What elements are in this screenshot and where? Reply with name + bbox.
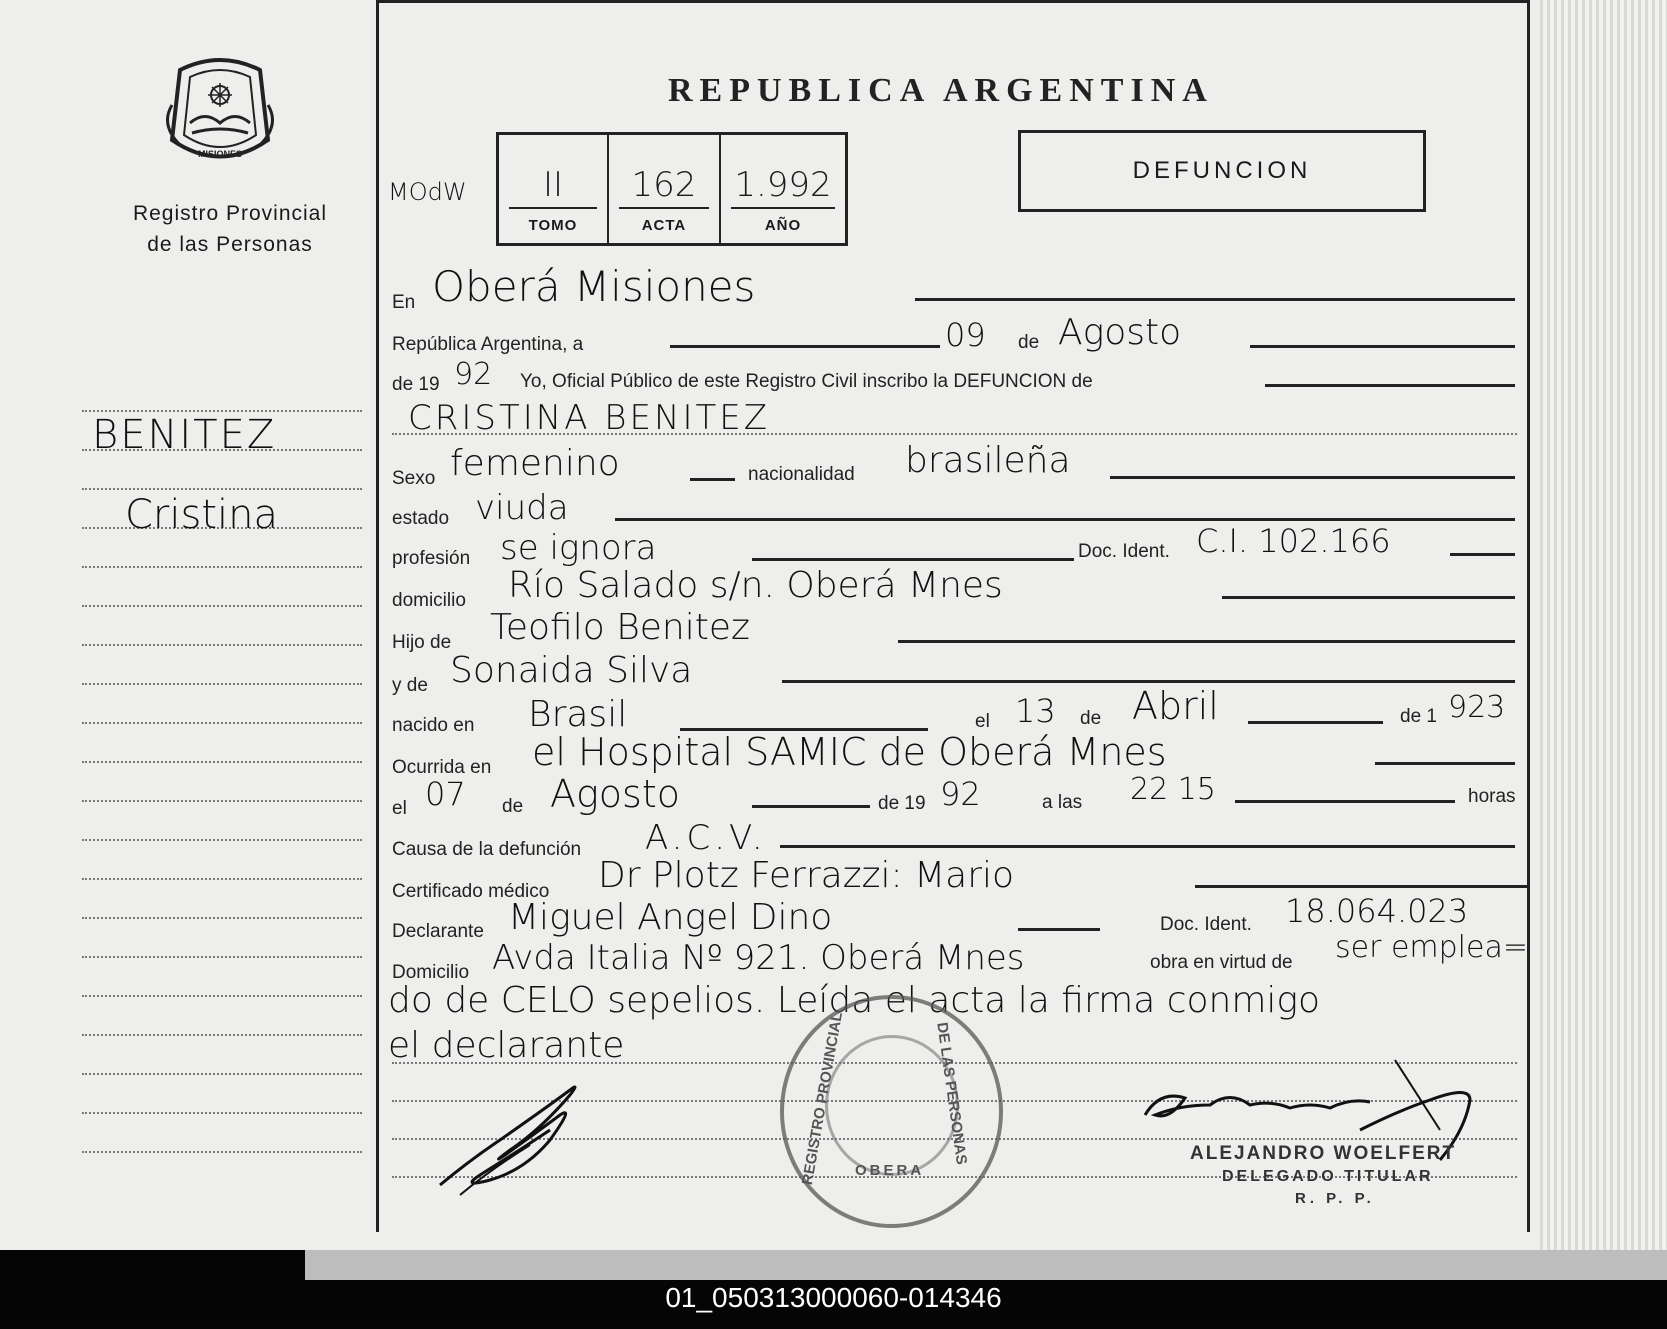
scan-footer-strip (305, 1250, 1667, 1280)
domicilio-label: domicilio (392, 590, 466, 611)
doc2-value: 18.064.023 (1285, 892, 1469, 930)
margin-ruled-line (82, 605, 362, 607)
province-seal-icon (150, 45, 290, 175)
yde-label: y de (392, 675, 428, 696)
alas-label: a las (1042, 792, 1083, 813)
margin-ruled-line (82, 1034, 362, 1036)
inscribo-text: Yo, Oficial Público de este Registro Civil inscribo la DEFUNCION de (520, 371, 1093, 392)
stamp-left-text: REGISTRO PROVINCIAL (798, 1010, 847, 1187)
de-label-2: de (1080, 708, 1102, 729)
horas-label: horas (1468, 786, 1516, 807)
estado-label: estado (392, 508, 450, 529)
estado-value: viuda (475, 488, 569, 528)
anio-value: 1.992 (734, 165, 832, 205)
left-column-divider (376, 0, 379, 1232)
de19c-label: de 19 (878, 793, 926, 814)
seal-text: MISIONES (197, 149, 243, 159)
margin-ruled-line (82, 488, 362, 490)
month-value: Agosto (1058, 312, 1182, 353)
margin-ruled-line (82, 722, 362, 724)
declarante-value: Miguel Angel Dino (508, 897, 833, 938)
margin-ruled-line (82, 761, 362, 763)
obra-label: obra en virtud de (1150, 952, 1293, 973)
margin-surname: BENITEZ (92, 412, 277, 458)
domicilio-value: Río Salado s/n. Oberá Mnes (508, 565, 1003, 606)
margin-ruled-line (82, 878, 362, 880)
margin-ruled-line (82, 1112, 362, 1114)
tomo-cell (499, 135, 609, 243)
margin-ruled-line (82, 995, 362, 997)
causa-value: A.C.V. (645, 818, 767, 858)
page-edges (1540, 0, 1667, 1250)
margin-ruled-line (82, 956, 362, 958)
de-label-3: de (502, 796, 524, 817)
certificado-label: Certificado médico (392, 881, 550, 902)
scan-image-id: 01_050313000060-014346 (665, 1282, 1002, 1313)
doc-ident-value: C.I. 102.166 (1196, 522, 1391, 560)
register-table (496, 132, 848, 246)
stamp-right-text: DE LAS PERSONAS (933, 1021, 971, 1166)
inner-right-border (1527, 880, 1530, 1180)
document-title: REPUBLICA ARGENTINA (668, 72, 1214, 109)
registry-line2: de las Personas (147, 233, 313, 256)
nacido-value: Brasil (528, 694, 628, 735)
sexo-value: femenino (450, 443, 620, 484)
declarant-signature (430, 1070, 600, 1210)
declaration-line2: el declarante (388, 1025, 625, 1066)
margin-ruled-line (82, 1073, 362, 1075)
anio-cell (721, 135, 845, 243)
yde-value: Sonaida Silva (450, 650, 693, 691)
top-border (376, 0, 1530, 3)
margin-ruled-line (82, 644, 362, 646)
hijo-label: Hijo de (392, 632, 452, 653)
ocurrida-value: el Hospital SAMIC de Oberá Mnes (532, 730, 1167, 774)
doc2-label: Doc. Ident. (1160, 914, 1252, 935)
causa-label: Causa de la defunción (392, 839, 582, 860)
hijo-value: Teofilo Benitez (490, 607, 750, 648)
obra-value: ser emplea= (1335, 930, 1528, 965)
domicilio2-label: Domicilio (392, 962, 470, 983)
tomo-value: II (542, 165, 564, 205)
declarante-label: Declarante (392, 921, 484, 942)
en-value: Oberá Misiones (432, 262, 756, 311)
acta-value: 162 (631, 165, 697, 205)
doc-ident-label: Doc. Ident. (1078, 541, 1170, 562)
profesion-label: profesión (392, 548, 471, 569)
registry-line1: Registro Provincial (132, 202, 328, 225)
official-name: ALEJANDRO WOELFERT (1190, 1143, 1457, 1164)
margin-ruled-line (82, 917, 362, 919)
ocurrida-label: Ocurrida en (392, 757, 492, 778)
document-type-box (1018, 130, 1426, 212)
deceased-name: CRISTINA BENITEZ (408, 398, 771, 438)
margin-ruled-line (82, 800, 362, 802)
margin-note: MOdW (388, 178, 467, 206)
day-value: 09 (945, 316, 986, 354)
death-time: 22 15 (1130, 772, 1216, 807)
republica-label: República Argentina, a (392, 334, 584, 355)
el-label: el (975, 711, 990, 732)
margin-ruled-line (82, 839, 362, 841)
margin-ruled-line (82, 683, 362, 685)
acta-cell (609, 135, 721, 243)
nacionalidad-label: nacionalidad (748, 464, 855, 485)
en-label: En (392, 292, 416, 313)
death-year: 92 (940, 775, 981, 813)
de19-label: de 19 (392, 374, 440, 395)
nacido-label: nacido en (392, 715, 475, 736)
de1-label: de 1 (1400, 706, 1437, 727)
el2-label: el (392, 798, 407, 819)
de-label-1: de (1018, 332, 1040, 353)
document-type: DEFUNCION (1132, 157, 1312, 184)
anio-label: AÑO (764, 217, 802, 234)
nacionalidad-value: brasileña (905, 440, 1071, 481)
stamp-bottom-text: OBERA (855, 1162, 925, 1179)
declaration-line1: do de CELO sepelios. Leída el acta la firma conmigo (388, 980, 1321, 1021)
margin-ruled-line (82, 1151, 362, 1153)
death-month: Agosto (550, 772, 680, 816)
year-suffix: 92 (454, 357, 493, 392)
margin-given-name: Cristina (125, 492, 278, 538)
domicilio2-value: Avda Italia Nº 921. Oberá Mnes (492, 938, 1025, 978)
margin-ruled-line (82, 566, 362, 568)
registry-name (110, 198, 350, 260)
birth-month: Abril (1132, 684, 1219, 728)
acta-label: ACTA (641, 217, 687, 234)
official-title: DELEGADO TITULAR (1222, 1168, 1434, 1185)
sexo-label: Sexo (392, 468, 436, 489)
birth-year: 923 (1448, 690, 1506, 725)
birth-day: 13 (1015, 692, 1056, 730)
certificado-value: Dr Plotz Ferrazzi: Mario (598, 855, 1015, 896)
death-day: 07 (425, 775, 466, 813)
official-org: R. P. P. (1295, 1190, 1375, 1207)
tomo-label: TOMO (528, 217, 578, 234)
profesion-value: se ignora (500, 528, 657, 568)
